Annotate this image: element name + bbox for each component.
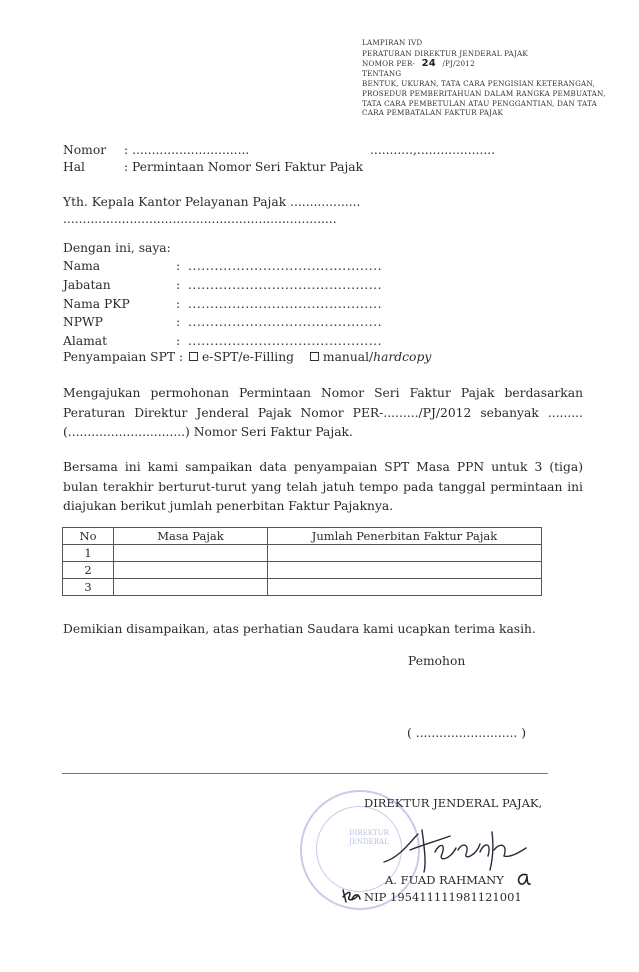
table-row: 1 bbox=[63, 545, 542, 562]
checkbox-manual[interactable] bbox=[310, 352, 319, 361]
header-tentang: TENTANG bbox=[362, 69, 402, 78]
hal-value: : Permintaan Nomor Seri Faktur Pajak bbox=[124, 160, 364, 174]
checkbox-esp[interactable] bbox=[189, 352, 198, 361]
field-label-jabatan: Jabatan bbox=[63, 278, 111, 292]
option-manual: manual/ bbox=[322, 350, 374, 364]
field-label-alamat: Alamat bbox=[63, 334, 108, 348]
pemohon-signature-line: ( .......................... ) bbox=[407, 726, 527, 740]
hal-label: Hal bbox=[63, 160, 85, 174]
request-paragraph: Mengajukan permohonan Permintaan Nomor Seri Faktur Pajak berdasarkan Peraturan Direktur Jenderal Pajak Nomor PER-........./PJ/2012 sebanyak ......... (..............................) Nomor Seri Faktur Pajak. bbox=[63, 386, 583, 439]
signatory-title: DIREKTUR JENDERAL PAJAK, bbox=[364, 796, 543, 810]
field-value-nama-pkp: ............................................ bbox=[188, 297, 382, 311]
header-nomor-handwritten: 24 bbox=[421, 58, 436, 69]
header-nomor: NOMOR PER- 24 /PJ/2012 bbox=[362, 58, 475, 69]
pemohon-label: Pemohon bbox=[408, 654, 466, 668]
header-line-8: CARA PEMBATALAN FAKTUR PAJAK bbox=[362, 108, 504, 117]
spt-table bbox=[62, 527, 542, 596]
field-value-nama: ............................................ bbox=[188, 259, 382, 273]
addressee: Yth. Kepala Kantor Pelayanan Pajak .................. bbox=[63, 195, 361, 209]
handwritten-signature bbox=[380, 822, 530, 877]
nomor-label: Nomor bbox=[63, 143, 107, 157]
header-peraturan: PERATURAN DIREKTUR JENDERAL PAJAK bbox=[362, 49, 528, 58]
signatory-name: A. FUAD RAHMANY bbox=[385, 873, 504, 887]
option-hardcopy: hardcopy bbox=[373, 350, 432, 364]
table-row: 2 bbox=[63, 562, 542, 579]
addressee-dots: ...................................................................... bbox=[63, 212, 337, 226]
field-label-nama: Nama bbox=[63, 259, 101, 273]
table-header-row bbox=[63, 528, 542, 545]
field-label-nama-pkp: Nama PKP bbox=[63, 297, 130, 311]
header-line-6: PROSEDUR PEMBERITAHUAN DALAM RANGKA PEMBUATAN, bbox=[362, 89, 606, 98]
data-paragraph: Bersama ini kami sampaikan data penyampaian SPT Masa PPN untuk 3 (tiga) bulan terakhir berturut-turut yang telah jatuh tempo pada tanggal permintaan ini diajukan berikut jumlah penerbitan Faktur Pajaknya. bbox=[63, 460, 583, 513]
col-no: No bbox=[63, 528, 114, 545]
field-value-jabatan: ............................................ bbox=[188, 278, 382, 292]
table-row: 3 bbox=[63, 579, 542, 596]
initials-mark bbox=[340, 887, 362, 905]
signatory-nip: NIP 195411111981121001 bbox=[364, 890, 522, 904]
closing-text: Demikian disampaikan, atas perhatian Saudara kami ucapkan terima kasih. bbox=[63, 622, 536, 636]
option-e-spt: e-SPT/e-Filling bbox=[202, 350, 294, 364]
penyampaian-label: Penyampaian SPT : bbox=[63, 350, 184, 364]
header-lampiran: LAMPIRAN IVD bbox=[362, 38, 423, 47]
field-value-npwp: ............................................ bbox=[188, 315, 382, 329]
field-value-alamat: ............................................ bbox=[188, 334, 382, 348]
col-jumlah: Jumlah Penerbitan Faktur Pajak bbox=[268, 528, 542, 545]
header-line-5: BENTUK, UKURAN, TATA CARA PENGISIAN KETERANGAN, bbox=[362, 79, 595, 88]
divider bbox=[62, 773, 548, 774]
intro-text: Dengan ini, saya: bbox=[63, 241, 171, 255]
place-date: ...........,.................... bbox=[370, 143, 496, 157]
paraf-mark bbox=[513, 870, 531, 888]
stamp-text: DIREKTUR JENDERAL bbox=[349, 829, 389, 846]
nomor-value: : .............................. bbox=[124, 143, 250, 157]
field-label-npwp: NPWP bbox=[63, 315, 103, 329]
penyampaian-row bbox=[63, 350, 431, 364]
header-line-7: TATA CARA PEMBETULAN ATAU PENGGANTIAN, DAN TATA bbox=[362, 99, 598, 108]
col-masa-pajak: Masa Pajak bbox=[114, 528, 268, 545]
